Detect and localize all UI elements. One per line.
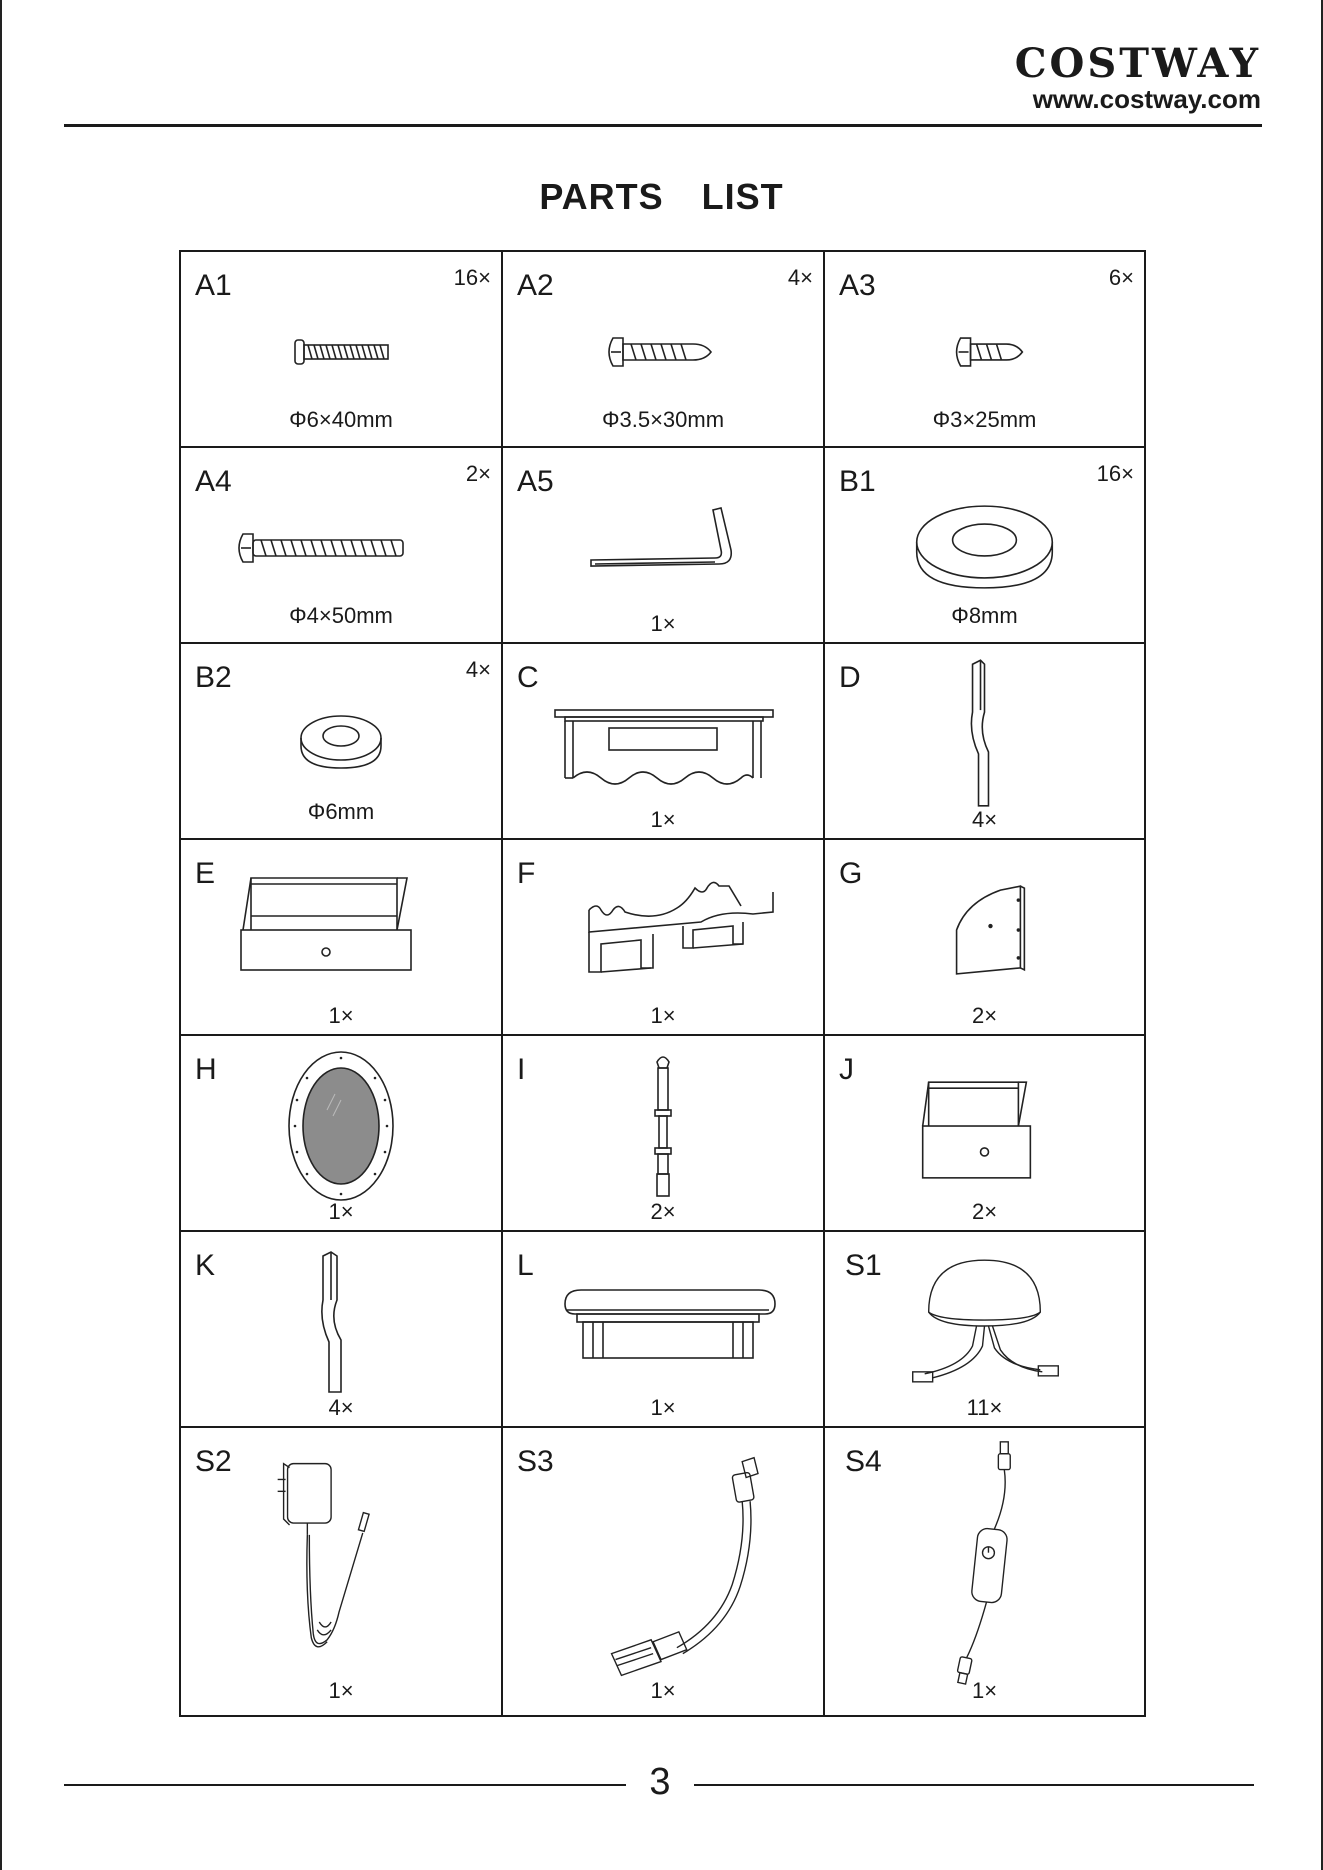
part-id: E [195, 857, 216, 890]
part-cell-s3 [503, 1428, 825, 1715]
part-id: A2 [517, 269, 554, 302]
part-qty: 1× [971, 1678, 998, 1703]
brand-url: www.costway.com [1032, 84, 1261, 114]
part-cell-g [825, 840, 1144, 1036]
part-qty: 4× [787, 265, 813, 290]
part-cell-a2 [503, 252, 825, 448]
brand-block [1014, 40, 1261, 114]
part-cell-a4 [181, 448, 503, 644]
part-cell-i [503, 1036, 825, 1232]
part-spec: Φ6×40mm [289, 407, 393, 432]
part-cell-d [825, 644, 1144, 840]
part-qty: 16× [453, 265, 491, 290]
part-qty: 1× [650, 1395, 676, 1420]
part-qty: 1× [650, 1678, 676, 1703]
part-cell-c [503, 644, 825, 840]
part-qty: 1× [650, 611, 676, 636]
part-spec: Φ3×25mm [932, 407, 1037, 432]
part-cell-f [503, 840, 825, 1036]
part-cell-j [825, 1036, 1144, 1232]
part-id: J [839, 1053, 854, 1086]
switch-cable-icon [825, 1428, 1144, 1715]
part-id: S3 [517, 1445, 554, 1478]
part-cell-k [181, 1232, 503, 1428]
part-qty: 2× [465, 461, 491, 486]
part-qty: 4× [328, 1395, 354, 1420]
footer-divider-right [694, 1784, 1254, 1786]
part-qty: 16× [1096, 461, 1134, 486]
page-footer [0, 1760, 1323, 1803]
part-id: B2 [195, 661, 232, 694]
power-adapter-icon [181, 1428, 501, 1715]
parts-table [179, 250, 1146, 1717]
part-id: B1 [839, 465, 876, 498]
part-id: A5 [517, 465, 554, 498]
part-cell-l [503, 1232, 825, 1428]
part-spec: Φ8mm [951, 603, 1018, 628]
part-id: S2 [195, 1445, 232, 1478]
part-cell-a5 [503, 448, 825, 644]
part-cell-b1 [825, 448, 1144, 644]
part-id: S4 [845, 1445, 882, 1478]
part-id: K [195, 1249, 216, 1282]
part-cell-s1 [825, 1232, 1144, 1428]
part-id: D [839, 661, 861, 694]
part-qty: 1× [650, 1003, 676, 1028]
part-id: A4 [195, 465, 232, 498]
part-id: H [195, 1053, 217, 1086]
part-cell-b2 [181, 644, 503, 840]
part-cell-a3 [825, 252, 1144, 448]
part-qty: 11× [966, 1395, 1003, 1420]
footer-divider-left [64, 1784, 626, 1786]
part-spec: Φ6mm [307, 799, 375, 824]
page-number: 3 [649, 1761, 671, 1803]
part-spec: Φ3.5×30mm [601, 407, 725, 432]
part-spec: Φ4×50mm [289, 603, 393, 628]
header-divider [64, 124, 1262, 127]
part-qty: 4× [971, 807, 998, 832]
part-id: L [517, 1249, 534, 1282]
part-qty: 4× [465, 657, 491, 682]
part-id: C [517, 661, 539, 694]
part-qty: 6× [1108, 265, 1134, 290]
part-id: F [517, 857, 536, 890]
part-cell-s2 [181, 1428, 503, 1715]
part-qty: 2× [971, 1003, 998, 1028]
part-cell-a1 [181, 252, 503, 448]
part-id: G [839, 857, 863, 890]
page-title: PARTS LIST [539, 176, 784, 217]
part-qty: 1× [328, 1003, 354, 1028]
page-border-left [0, 0, 2, 1870]
part-id: I [517, 1053, 526, 1086]
part-qty: 1× [328, 1678, 354, 1703]
part-id: S1 [845, 1249, 882, 1282]
part-qty: 1× [328, 1199, 354, 1224]
part-id: A3 [839, 269, 876, 302]
part-cell-e [181, 840, 503, 1036]
brand-logo: COSTWAY [1014, 40, 1261, 87]
part-cell-s4 [825, 1428, 1144, 1715]
part-qty: 2× [650, 1199, 676, 1224]
part-qty: 1× [650, 807, 676, 832]
part-id: A1 [195, 269, 232, 302]
part-cell-h [181, 1036, 503, 1232]
part-qty: 2× [971, 1199, 998, 1224]
extension-cable-icon [503, 1428, 823, 1715]
